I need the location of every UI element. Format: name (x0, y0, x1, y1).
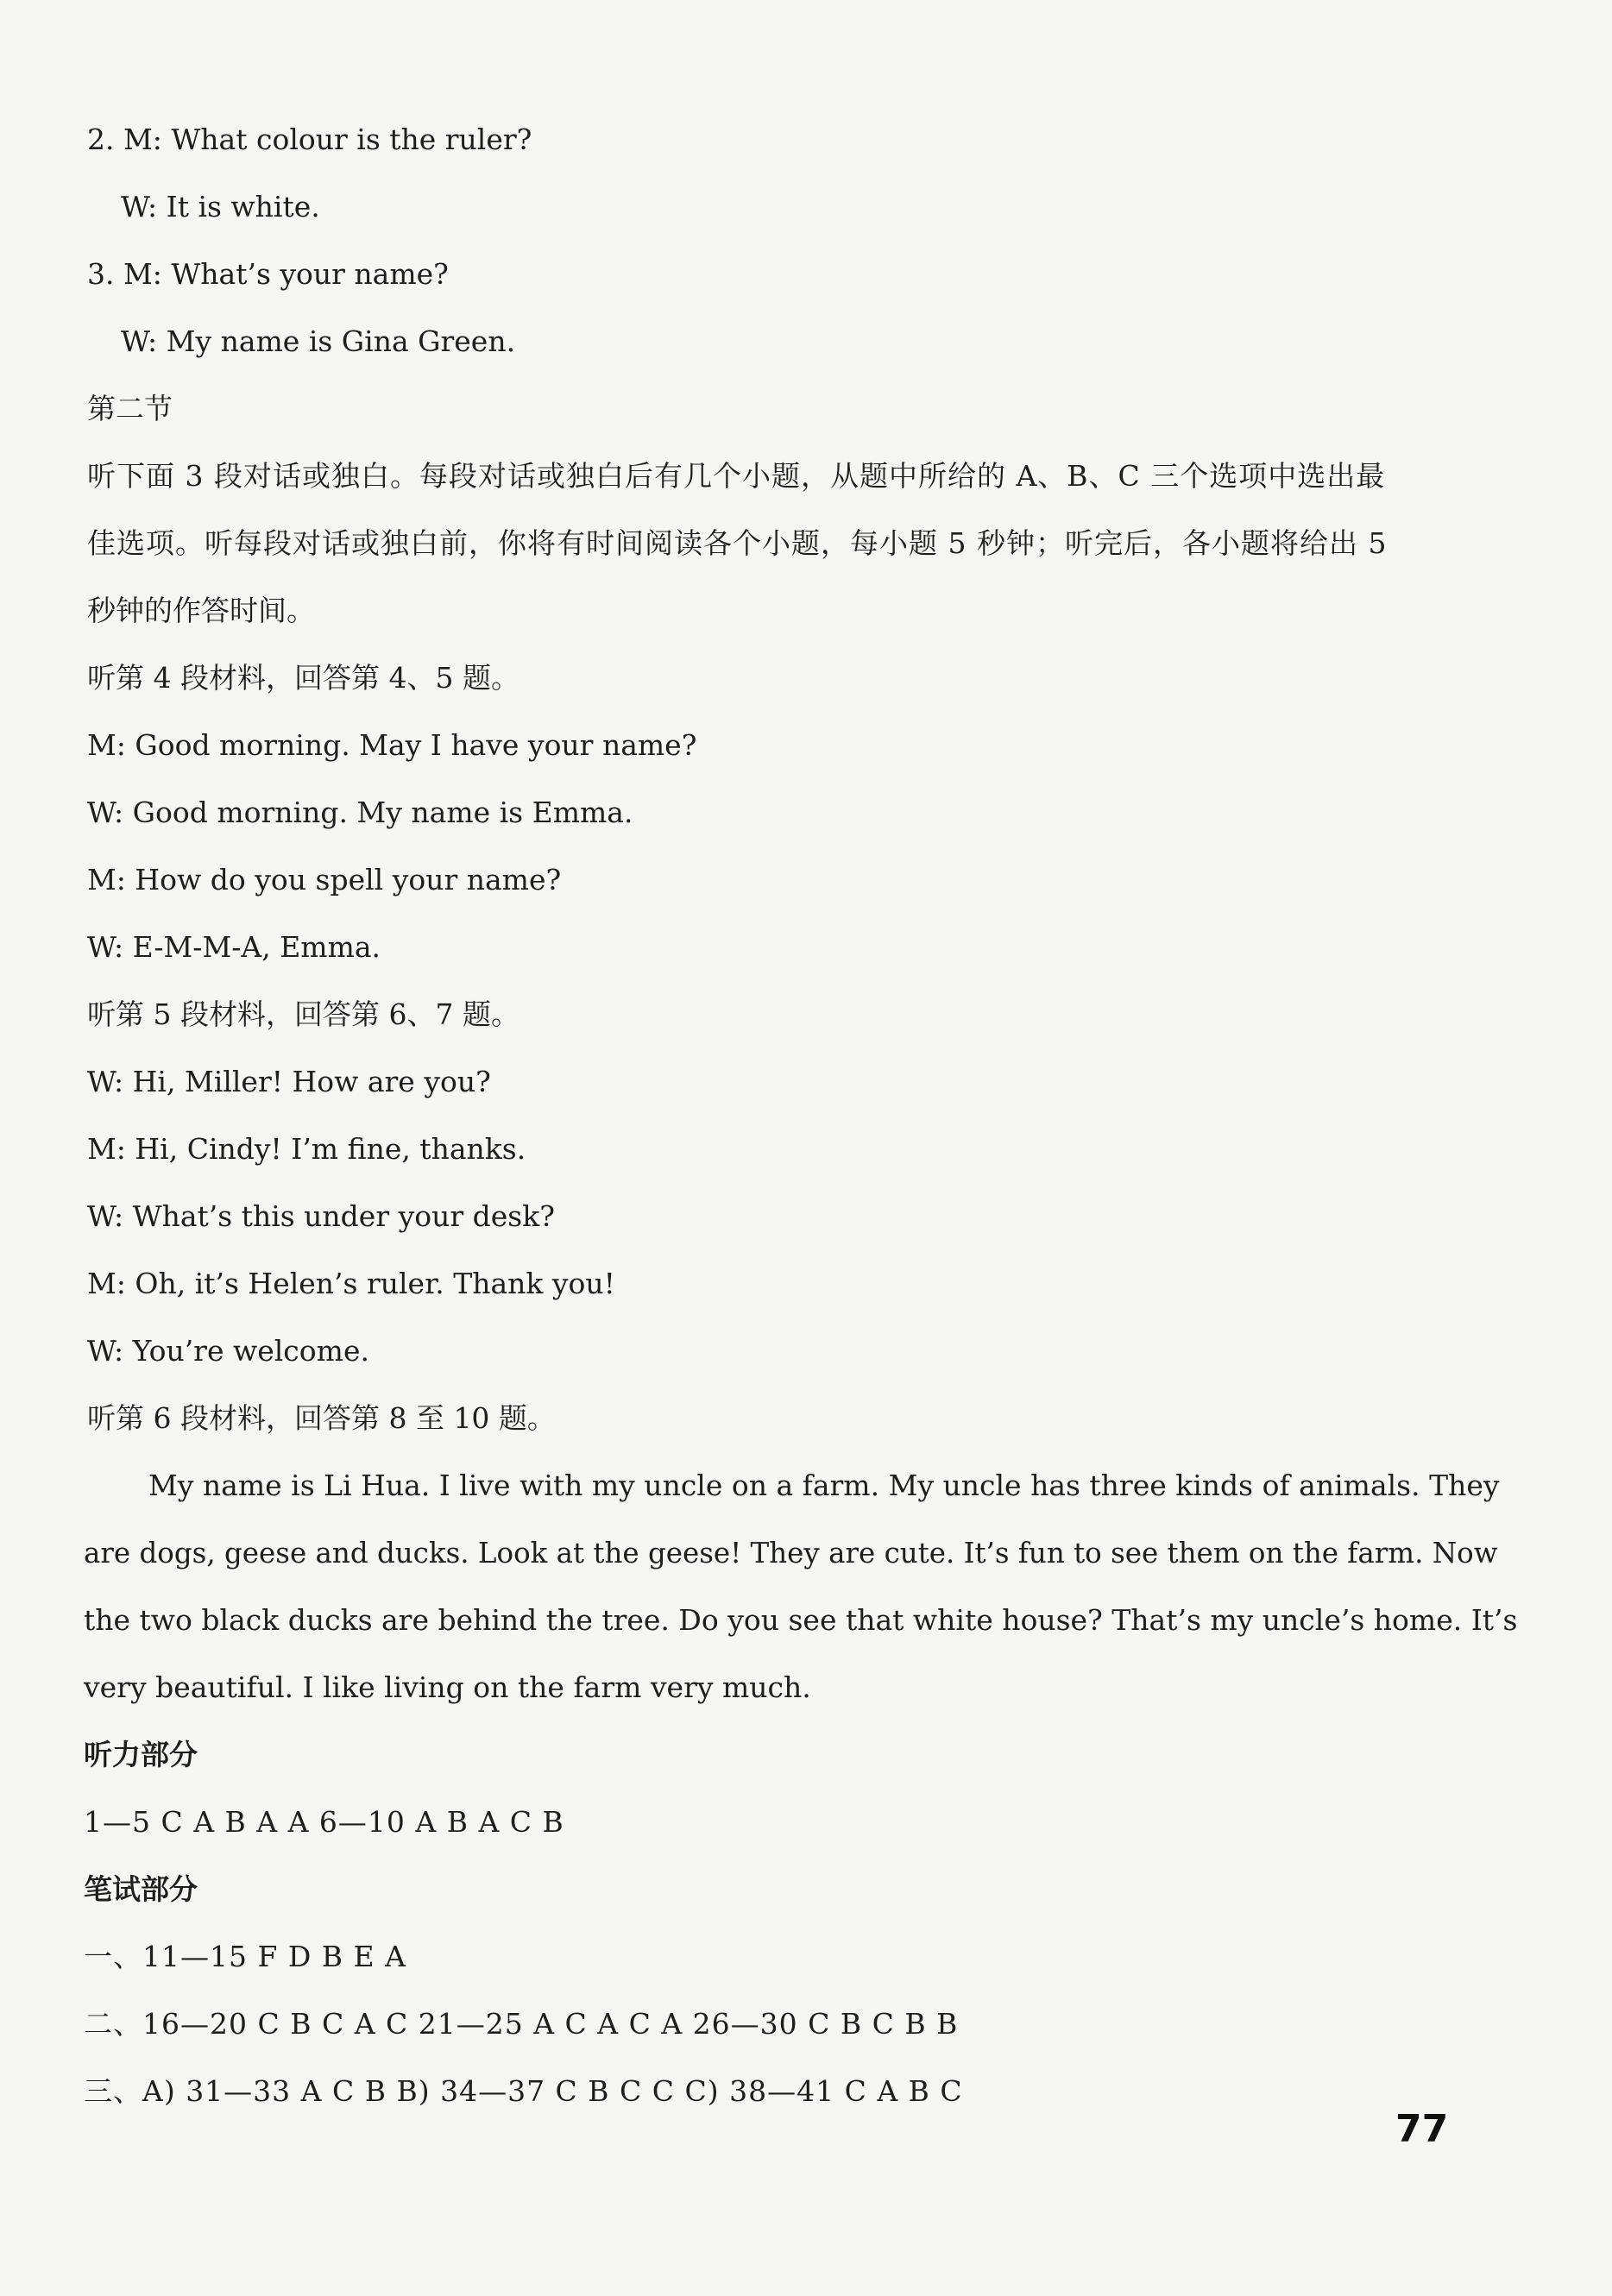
material-5-line-4: M: Oh, it’s Helen’s ruler. Thank you! (87, 1267, 615, 1300)
listening-part-heading: 听力部分 (84, 1738, 198, 1771)
dialogue-3-question: 3. M: What’s your name? (87, 257, 449, 291)
dialogue-3-answer: W: My name is Gina Green. (121, 324, 516, 358)
material-4-heading: 听第 4 段材料，回答第 4、5 题。 (87, 661, 519, 695)
material-6-passage-line-2: are dogs, geese and ducks. Look at the geese! They are cute. It’s fun to see them on the farm. Now (84, 1537, 1498, 1569)
material-6-passage-line-3: the two black ducks are behind the tree. Do you see that white house? That’s my uncle’s home. It’s (84, 1603, 1518, 1637)
material-6-heading: 听第 6 段材料，回答第 8 至 10 题。 (87, 1401, 556, 1435)
material-5-line-2: M: Hi, Cindy! I’m fine, thanks. (87, 1132, 526, 1166)
listening-answers: 1—5 C A B A A 6—10 A B A C B (84, 1805, 564, 1839)
material-5-heading: 听第 5 段材料，回答第 6、7 题。 (87, 997, 519, 1031)
material-4-line-3: M: How do you spell your name? (87, 863, 562, 896)
written-answers-section-2: 二、16—20 C B C A C 21—25 A C A C A 26—30 C B C B B (84, 2007, 959, 2041)
instructions-line-3: 秒钟的作答时间。 (87, 594, 315, 627)
material-4-line-1: M: Good morning. May I have your name? (87, 728, 697, 762)
dialogue-2-question: 2. M: What colour is the ruler? (87, 123, 532, 156)
material-6-passage-line-4: very beautiful. I like living on the farm very much. (84, 1670, 811, 1704)
instructions-line-2: 佳选项。听每段对话或独白前，你将有时间阅读各个小题，每小题 5 秒钟；听完后，各小题将给出 5 (87, 526, 1388, 560)
dialogue-2-answer: W: It is white. (121, 190, 320, 223)
material-5-line-1: W: Hi, Miller! How are you? (87, 1065, 491, 1098)
material-6-passage-line-1: My name is Li Hua. I live with my uncle on a farm. My uncle has three kinds of animals. They (148, 1469, 1500, 1502)
written-answers-section-3: 三、A) 31—33 A C B B) 34—37 C B C C C) 38—41 C A B C (84, 2074, 963, 2108)
material-4-line-4: W: E-M-M-A, Emma. (87, 930, 381, 964)
written-part-heading: 笔试部分 (84, 1872, 198, 1906)
material-5-line-3: W: What’s this under your desk? (87, 1199, 555, 1233)
material-5-line-5: W: You’re welcome. (87, 1334, 369, 1368)
material-4-line-2: W: Good morning. My name is Emma. (87, 796, 633, 829)
section-heading-part-two: 第二节 (87, 392, 173, 425)
page-number: 77 (1395, 2107, 1449, 2151)
written-answers-section-1: 一、11—15 F D B E A (84, 1940, 406, 1973)
instructions-line-1: 听下面 3 段对话或独白。每段对话或独白后有几个小题，从题中所给的 A、B、C 三个选项中选出最 (87, 459, 1386, 493)
